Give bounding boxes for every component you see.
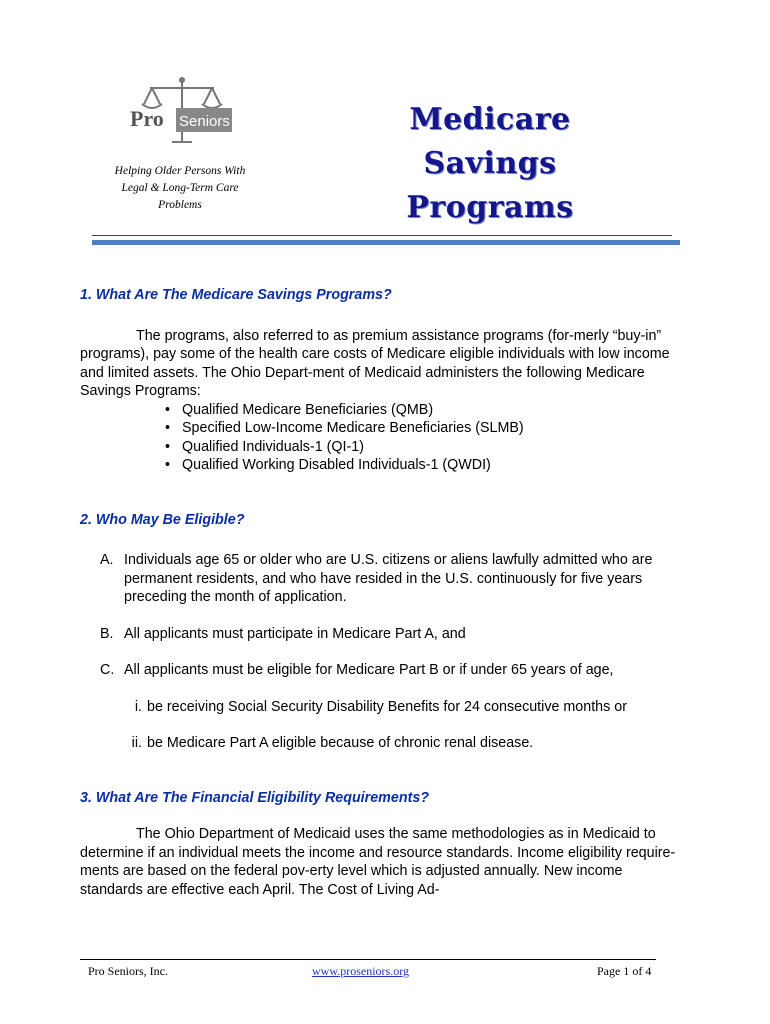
pro-seniors-logo bbox=[128, 76, 236, 146]
eligibility-item-a bbox=[80, 551, 680, 607]
subitem-marker: i. bbox=[134, 698, 142, 715]
main-content bbox=[80, 286, 680, 899]
section-3-paragraph: The Ohio Department of Medicaid uses the same methodologies as in Medicaid to determine if an individual meets the income and resource standards. Income eligibility require-ments are based on the federal pov-erty level which is adjusted annually. New income standards are effective each April. The Cost of Living Ad- bbox=[80, 826, 676, 898]
section-1-heading: 1. What Are The Medicare Savings Programs? bbox=[80, 287, 392, 303]
footer-page-number: Page 1 of 4 bbox=[597, 964, 652, 978]
eligibility-item-c bbox=[80, 661, 680, 680]
footer-website-link[interactable]: www.proseniors.org bbox=[312, 964, 409, 978]
list-item: • Qualified Individuals-1 (QI-1) bbox=[182, 438, 680, 457]
title-line-3: Programs bbox=[406, 190, 574, 225]
item-marker: B. bbox=[100, 625, 114, 642]
tagline-line-3: Problems bbox=[158, 199, 202, 211]
item-text: All applicants must be eligible for Medicare Part B or if under 65 years of age, bbox=[124, 662, 614, 678]
list-item: • Qualified Medicare Beneficiaries (QMB) bbox=[182, 401, 680, 420]
logo-text-pro: Pro bbox=[130, 106, 164, 131]
tagline-line-2: Legal & Long-Term Care bbox=[121, 182, 239, 194]
header-divider-thick bbox=[92, 240, 680, 245]
document-title bbox=[380, 98, 600, 230]
header-divider-thin bbox=[92, 235, 672, 236]
subitem-text: be receiving Social Security Disability Benefits for 24 consecutive months or bbox=[147, 698, 627, 715]
title-line-1: Medicare bbox=[409, 102, 571, 137]
eligibility-subitem-i bbox=[80, 698, 680, 717]
item-text: Individuals age 65 or older who are U.S. citizens or aliens lawfully admitted who are permanent residents, and who have resided in the U.S. continuously for five years preceding the month of application. bbox=[124, 552, 653, 605]
tagline-line-1: Helping Older Persons With bbox=[114, 165, 246, 177]
logo-text-seniors: Seniors bbox=[179, 113, 230, 130]
eligibility-subitem-ii bbox=[80, 734, 680, 753]
subitem-text: be Medicare Part A eligible because of chronic renal disease. bbox=[147, 735, 534, 751]
item-text: All applicants must participate in Medicare Part A, and bbox=[124, 625, 466, 642]
tagline bbox=[80, 163, 280, 214]
section-3-heading: 3. What Are The Financial Eligibility Requirements? bbox=[80, 789, 430, 806]
subitem-marker: ii. bbox=[131, 735, 142, 751]
section-1-paragraph: The programs, also referred to as premium assistance programs (for-merly “buy-in” programs), pay some of the health care costs of Medicare eligible individuals with low income and limited assets. The Ohio Depart-ment of Medicaid administers the following Medicare Savings Programs: bbox=[80, 327, 670, 399]
title-line-2: Savings bbox=[423, 146, 557, 181]
section-2-heading: 2. Who May Be Eligible? bbox=[80, 511, 245, 528]
footer-divider bbox=[80, 959, 656, 960]
list-item: • Specified Low-Income Medicare Beneficiaries (SLMB) bbox=[182, 419, 680, 438]
list-item: • Qualified Working Disabled Individuals-1 (QWDI) bbox=[182, 456, 680, 475]
eligibility-item-b bbox=[80, 625, 680, 644]
footer-organization: Pro Seniors, Inc. bbox=[88, 964, 168, 978]
item-marker: C. bbox=[100, 662, 115, 678]
program-list bbox=[80, 401, 680, 475]
item-marker: A. bbox=[100, 552, 114, 568]
